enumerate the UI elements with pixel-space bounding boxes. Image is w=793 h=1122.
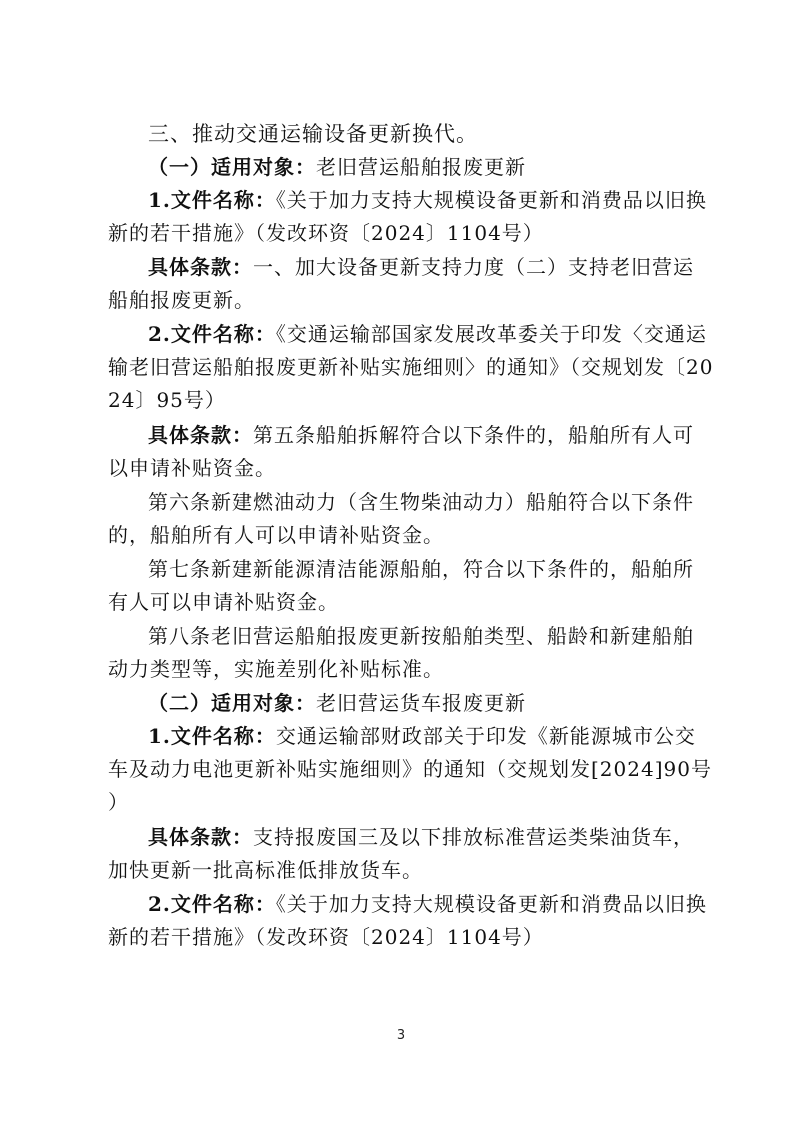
part2-item1-file-line2 [108, 755, 712, 783]
part2-item1-file-line1 [148, 722, 698, 750]
part2-heading-value: 老旧营运货车报废更新 [316, 691, 526, 715]
article8-line2 [108, 655, 698, 683]
clause-text: 以申请补贴资金。 [108, 456, 276, 480]
part2-heading [148, 689, 698, 717]
file-name-text: 《交通运输部国家发展改革委关于印发〈交通运 [275, 322, 707, 346]
article-text: 的，船舶所有人可以申请补贴资金。 [108, 523, 444, 547]
part1-item2-clause-line2 [108, 454, 698, 482]
file-name-text: 输老旧营运船舶报废更新补贴实施细则〉的通知》（交规划发〔20 [108, 355, 714, 379]
part1-heading-label: （一）适用对象： [148, 155, 316, 179]
part1-item1-file-line1 [148, 186, 707, 214]
article-text: 第七条新建新能源清洁能源船舶，符合以下条件的，船舶所 [148, 557, 694, 581]
part1-heading [148, 153, 698, 181]
part1-item2-file-line2 [108, 353, 714, 381]
part2-item2-file-line2 [108, 923, 698, 951]
clause-label: 具体条款： [148, 825, 253, 849]
article-text: 第六条新建燃油动力（含生物柴油动力）船舶符合以下条件 [148, 490, 694, 514]
clause-text: 船舶报废更新。 [108, 288, 255, 312]
part1-item2-file-line1 [148, 320, 707, 348]
article6-line1 [148, 488, 698, 516]
part2-item2-file-line1 [148, 890, 707, 918]
section-title-text: 三、推动交通运输设备更新换代。 [148, 122, 478, 146]
file-name-text: 新的若干措施》（发改环资〔2024〕1104号） [108, 925, 544, 949]
part1-item1-clause-line1 [148, 253, 698, 281]
article6-line2 [108, 521, 698, 549]
page-number: 3 [396, 1028, 406, 1043]
file-name-label: 1.文件名称： [148, 188, 276, 212]
clause-text: 第五条船舶拆解符合以下条件的，船舶所有人可 [253, 423, 694, 447]
part2-item1-clause-line2 [108, 856, 698, 884]
clause-text: 支持报废国三及以下排放标准营运类柴油货车， [253, 825, 694, 849]
file-name-label: 1.文件名称： [148, 724, 276, 748]
part1-heading-value: 老旧营运船舶报废更新 [316, 155, 526, 179]
article-text: 动力类型等，实施差别化补贴标准。 [108, 657, 444, 681]
clause-label: 具体条款： [148, 255, 253, 279]
file-name-text: 车及动力电池更新补贴实施细则》的通知（交规划发[2024]90号 [108, 757, 712, 781]
part2-heading-label: （二）适用对象： [148, 691, 316, 715]
part1-item1-clause-line2 [108, 286, 698, 314]
file-name-text: 《关于加力支持大规模设备更新和消费品以旧换 [275, 188, 707, 212]
section-title [148, 120, 698, 148]
part1-item2-file-line3 [108, 386, 698, 414]
file-name-text: ） [108, 790, 129, 814]
file-name-text: 《关于加力支持大规模设备更新和消费品以旧换 [275, 892, 707, 916]
clause-label: 具体条款： [148, 423, 253, 447]
article-text: 第八条老旧营运船舶报废更新按船舶类型、船龄和新建船舶 [148, 624, 694, 648]
article7-line1 [148, 555, 698, 583]
file-name-label: 2.文件名称： [148, 892, 276, 916]
part1-item1-file-line2 [108, 219, 698, 247]
article8-line1 [148, 622, 698, 650]
article7-line2 [108, 588, 698, 616]
part1-item2-clause-line1 [148, 421, 698, 449]
article-text: 有人可以申请补贴资金。 [108, 590, 339, 614]
part2-item1-file-line3 [108, 788, 698, 816]
clause-text: 一、加大设备更新支持力度（二）支持老旧营运 [253, 255, 694, 279]
file-name-text: 交通运输部财政部关于印发《新能源城市公交 [275, 724, 696, 748]
file-name-text: 新的若干措施》（发改环资〔2024〕1104号） [108, 221, 544, 245]
clause-text: 加快更新一批高标准低排放货车。 [108, 858, 423, 882]
part2-item1-clause-line1 [148, 823, 698, 851]
file-name-label: 2.文件名称： [148, 322, 276, 346]
file-name-text: 24〕95号） [108, 388, 226, 412]
